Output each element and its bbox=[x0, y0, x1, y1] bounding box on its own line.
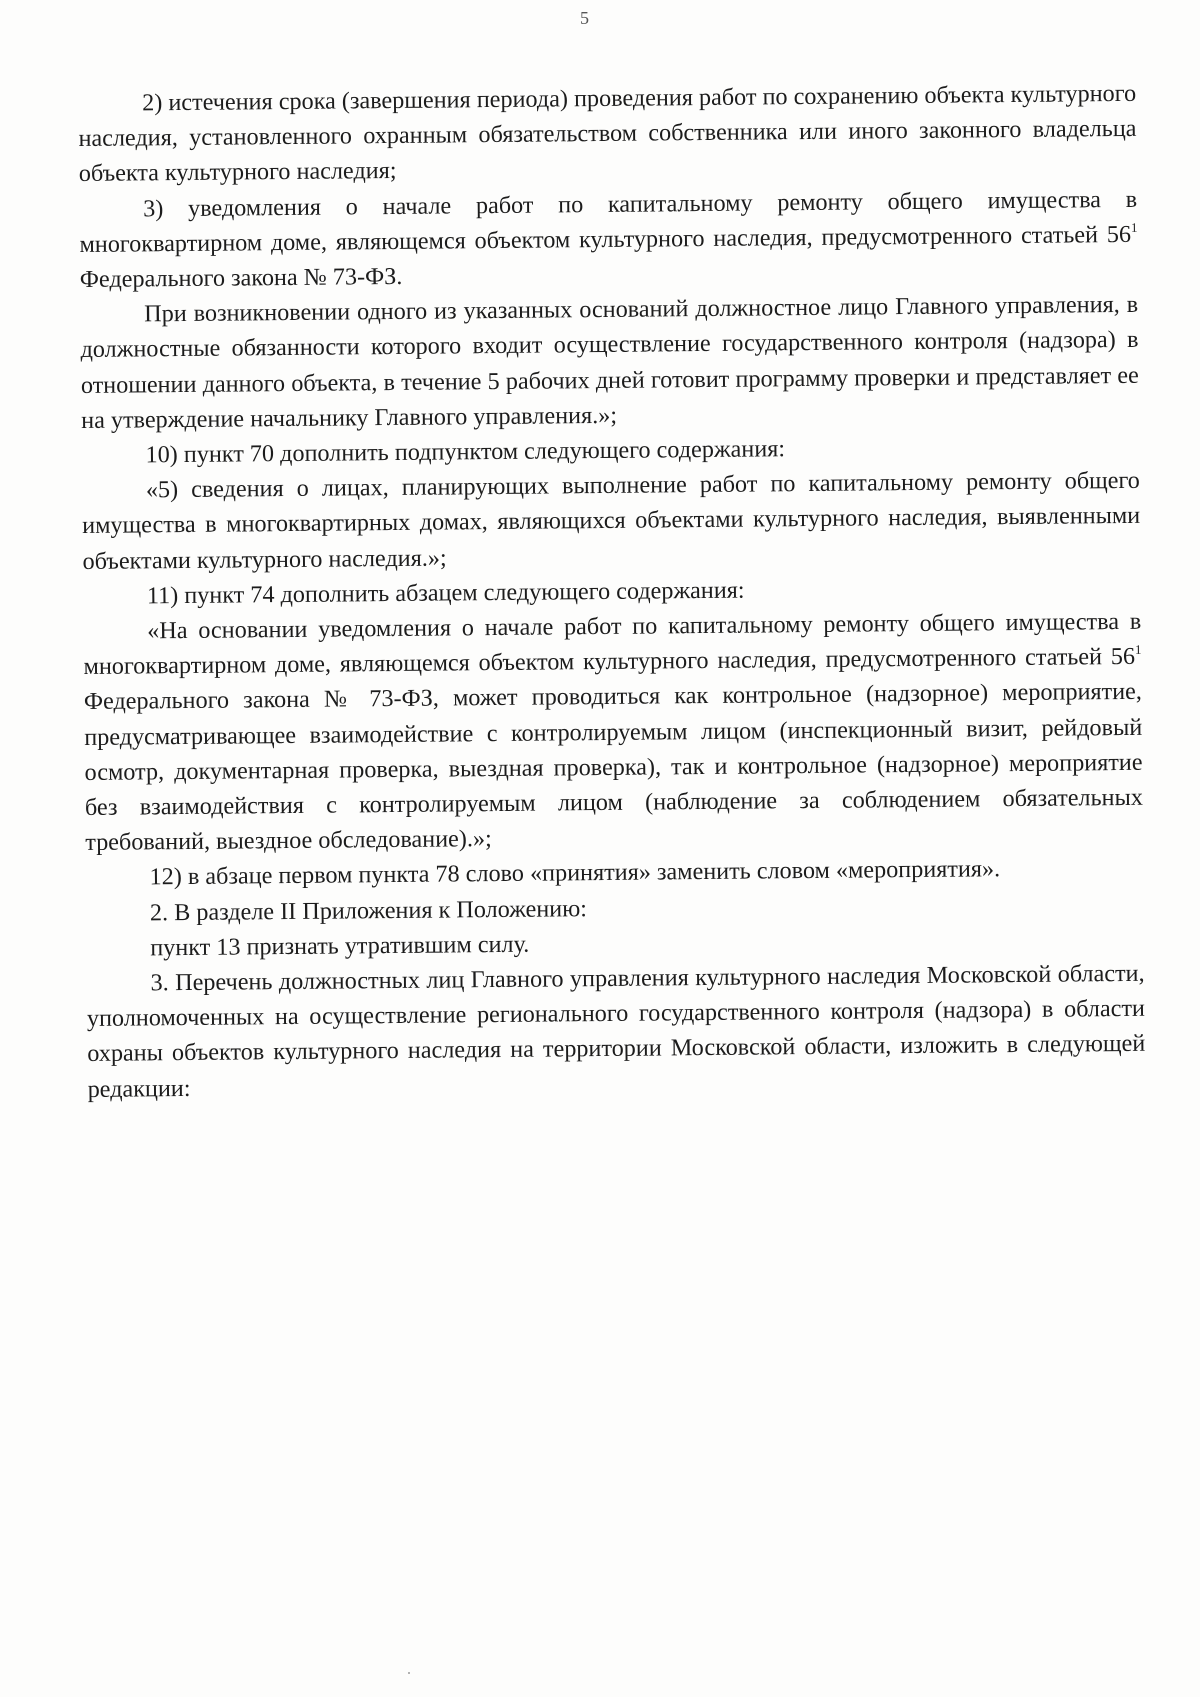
paragraph-amendment-10: 10) пункт 70 дополнить подпунктом следующего содержания: bbox=[145, 435, 786, 469]
paragraph-amendment-12: 12) в абзаце первом пункта 78 слово «принятия» заменить словом «мероприятия». bbox=[149, 855, 1001, 891]
paragraph-section-3: 3. Перечень должностных лиц Главного управления культурного наследия Московской области, уполномоченных на осуществление регионального государственного контроля (надзора) в области охраны объектов культурного наследия на территории Московской области, изложить в следующей редакции: bbox=[86, 959, 1146, 1103]
paragraph-item-3 bbox=[79, 181, 1138, 297]
page-number: 5 bbox=[580, 8, 589, 28]
paragraph-item-13: пункт 13 признать утратившим силу. bbox=[150, 930, 530, 962]
superscript: 1 bbox=[1130, 219, 1138, 235]
paragraph-section-2: 2. В разделе II Приложения к Положению: bbox=[149, 894, 588, 927]
superscript: 1 bbox=[1134, 642, 1142, 658]
paragraph-text: Федерального закона № 73-ФЗ. bbox=[79, 262, 403, 294]
paragraph-inspection-program: При возникновении одного из указанных оснований должностное лицо Главного управления, в должностные обязанности которого входит осуществление государственного контроля (надзора) в отношении данного объекта, в течение 5 рабочих дней готовит программу проверки и представляет ее на утверждение начальнику Главного управления.»; bbox=[80, 291, 1139, 434]
paragraph-quote-5: «5) сведения о лицах, планирующих выполнение работ по капитальному ремонту общего имущества в многоквартирных домах, являющихся объектами культурного наследия, выявленными объектами культурного наследия.»; bbox=[82, 467, 1141, 575]
paragraph-item-2: 2) истечения срока (завершения периода) проведения работ по сохранению объекта культурного наследия, установленного охранным обязательством собственника или иного законного владельца объекта культурного наследия; bbox=[78, 79, 1137, 188]
paragraph-text: 3) уведомления о начале работ по капитальному ремонту общего имущества в многоквартирном доме, являющемся объектом культурного наследия, предусмотренного статьей 56 bbox=[79, 185, 1138, 258]
paragraph-quote-notification bbox=[83, 604, 1143, 861]
paragraph-text: Федерального закона № 73-ФЗ, может проводиться как контрольное (надзорное) мероприятие, предусматривающее взаимодействие с контролируемым лицом (инспекционный визит, рейдовый осмотр, документарная проверка, выездная проверка), так и контрольное (надзорное) мероприятие без взаимодействия с контролируемым лицом (наблюдение за соблюдением обязательных требований, выездное обследование).»; bbox=[83, 678, 1144, 857]
paragraph-text: «На основании уведомления о начале работ по капитальному ремонту общего имущества в многоквартирном доме, являющемся объектом культурного наследия, предусмотренного статьей 56 bbox=[83, 607, 1142, 681]
scan-speck bbox=[408, 1672, 410, 1674]
paragraph-amendment-11: 11) пункт 74 дополнить абзацем следующего содержания: bbox=[146, 576, 745, 610]
document-body bbox=[78, 76, 1146, 1107]
